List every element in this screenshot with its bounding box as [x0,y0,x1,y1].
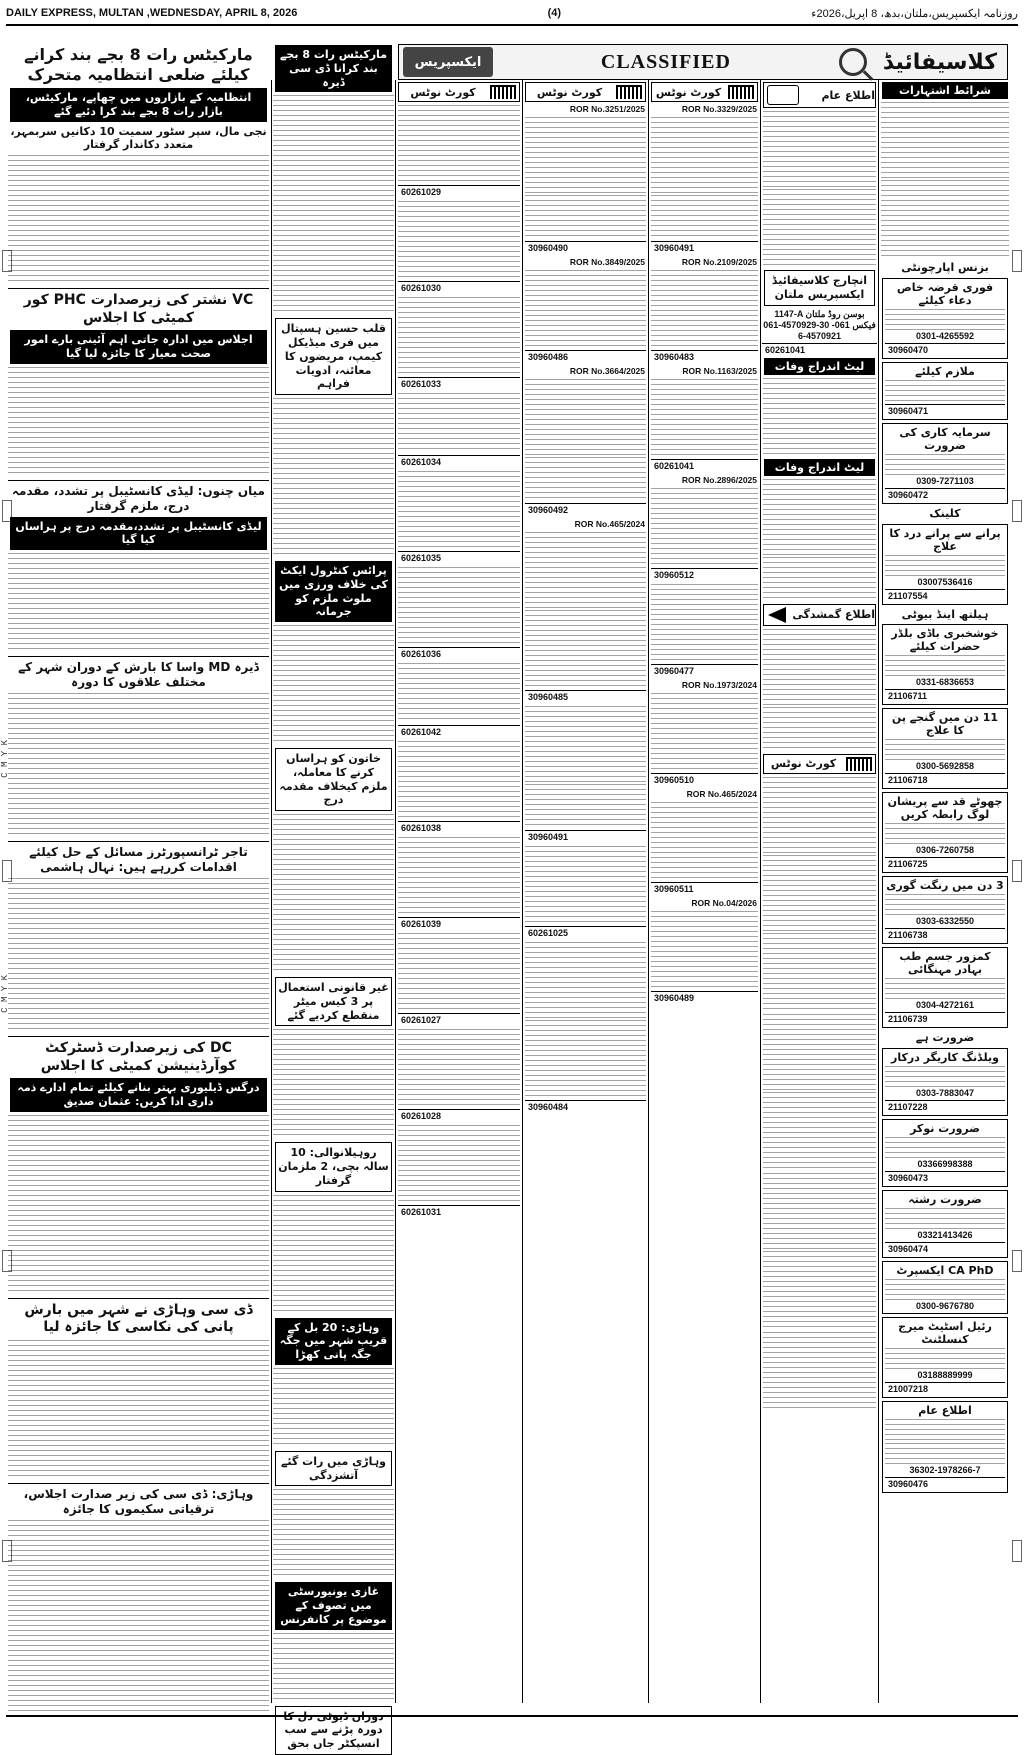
registration-mark [1012,1540,1022,1562]
ad-box: اطلاع عام 36302-1978266-7 30960476 [882,1401,1008,1493]
headline: خاتون کو ہراساں کرنے کا معاملہ، ملزم کیخلاف مقدمہ درج [275,748,392,811]
section-header: ہیلتھ اینڈ بیوٹی [901,607,989,621]
section-header: کورٹ نوٹس [525,82,646,102]
ad-box: چھوٹے قد سے پریشان لوگ رابطہ کریں 0306-7260758 21106725 [882,792,1008,873]
headline: VC نشتر کی زیرصدارت PHC کور کمیٹی کا اجلاس [23,292,254,326]
subheadline: نجی مال، سپر سٹور سمیت 10 دکانیں سربمہر، متعدد دکاندار گرفتار [10,124,267,152]
headline: غازی یونیورسٹی میں تصوف کے موضوع پر کانفرنس [275,1582,392,1629]
section-header: اطلاع عام [763,82,876,108]
headline: تاجر ٹرانسپورٹرز مسائل کے حل کیلئے اقدامات کررہے ہیں: نہال ہاشمی [29,845,248,874]
classified-column-ads [880,80,1010,1703]
section-header: لیٹ اندراج وفات [764,459,875,476]
ad-box: سرمایہ کاری کی ضرورت 0309-7271103 30960472 [882,423,1008,504]
court-building-icon [616,85,642,99]
headline: وہاڑی: ڈی سی کی زیر صدارت اجلاس، ترقیاتی سکیموں کا جائزہ [23,1486,254,1516]
news-column-2 [273,42,394,1750]
express-logo: ایکسپریس [403,47,493,77]
masthead [6,2,1018,26]
court-notices-column-3: کورٹ نوٹس ROR No.3329/2025 30960491 ROR No.2109/2025 30960483 ROR No.1163/2025 60261041 ROR No.2896/2025 30960512 30960477 ROR No.1973/2024 30960510 ROR No.465/2024 30960511 ROR No.04/2026 30960489 [650,80,759,1703]
headline: میاں چنوں: لیڈی کانسٹیبل پر تشدد، مقدمہ درج، ملزم گرفتار [12,483,265,513]
registration-mark [1012,500,1022,522]
subheadline: لیڈی کانسٹیبل پر تشدد،مقدمہ درج پر ہراساں کیا گیا [10,517,267,551]
megaphone-icon [768,607,786,623]
classified-title-ur: کلاسیفائیڈ [882,49,997,75]
section-header: ضرورت ہے [915,1031,975,1045]
ad-box: کمزور جسم طب بہادر مہنگائی 0304-4272161 21106739 [882,947,1008,1028]
section-header: لیٹ اندراج وفات [764,358,875,375]
headline: ڈیرہ MD واسا کا بارش کے دوران شہر کے مختلف علاقوں کا دورہ [18,660,259,689]
ad-box: 11 دن میں گنجے پن کا علاج 0300-5692858 21106718 [882,708,1008,789]
classified-title-en: CLASSIFIED [600,50,731,73]
headline: وہاڑی: 20 بل کے قریب شہر میں جگہ جگہ پانی کھڑا [275,1318,392,1365]
notice-icon [767,85,799,105]
ad-box: پرانے سے پرانے درد کا علاج 03007536416 21107554 [882,524,1008,605]
headline: DC کی زیرصدارت ڈسٹرکٹ کوآرڈینیشن کمیٹی کا اجلاس [40,1040,237,1074]
masthead-right: روزنامہ ایکسپریس،ملتان،بدھ، 8 اپریل،2026ء [811,7,1018,20]
headline: پرائس کنٹرول ایکٹ کی خلاف ورزی میں ملوث ملزم کو جرمانہ [275,561,392,622]
court-building-icon [846,757,872,771]
ad-box: ویلڈنگ کاریگر درکار 0303-7883047 21107228 [882,1048,1008,1116]
court-notices-column-1: کورٹ نوٹس 60261029 60261030 60261033 60261034 60261035 60261036 60261042 60261038 60261039 60261027 60261028 60261031 [397,80,521,1703]
court-building-icon [490,85,516,99]
ad-box: 3 دن میں رنگت گوری 0303-6332550 21106738 [882,876,1008,944]
magnifier-icon [839,48,867,76]
section-header: کورٹ نوٹس [763,754,876,774]
ad-box: ملازم کیلئے 30960471 [882,362,1008,420]
subheadline: درگس ڈیلیوری بہتر بنانے کیلئے تمام ادارے ذمہ داری ادا کریں: عثمان صدیق [10,1078,267,1112]
page-number: (4) [547,7,562,19]
section-header: کورٹ نوٹس [651,82,758,102]
headline: مارکیٹس رات 8 بجے بند کرانا ڈی سی ڈیرہ [275,45,392,92]
express-contact: انچارج کلاسیفائیڈ ایکسپریس ملتان [764,270,875,306]
ad-box: CA PhD ایکسپرٹ 0300-9676780 [882,1261,1008,1314]
headline: ڈی سی وہاڑی نے شہر میں بارش پانی کی نکاسی کا جائزہ لیا [24,1301,253,1335]
headline: قلب حسین ہسپتال میں فری میڈیکل کیمپ، مریضوں کا معائنہ، ادویات فراہم [275,318,392,395]
registration-mark [1012,860,1022,882]
court-notices-column-2: کورٹ نوٹس ROR No.3251/2025 30960490 ROR No.3849/2025 30960486 ROR No.3664/2025 30960492 ROR No.465/2024 30960485 30960491 60261025 30960484 [524,80,647,1703]
section-header: کلینک [929,506,961,520]
court-building-icon [728,85,754,99]
color-bar: C M Y K [0,740,10,778]
headline: غیر قانونی استعمال پر 3 کیس میٹر منقطع کردیے گئے [275,977,392,1026]
classified-column-notices: اطلاع عام انچارج کلاسیفائیڈ ایکسپریس ملتان 1147-A بوسن روڈ ملتان 061-4570929-30 فیکس 061-4570921-6 60261041 لیٹ اندراج وفات لیٹ اندراج وفات اطلاع گمشدگی کورٹ نوٹس [762,80,877,1703]
section-header: بزنس اپارچونٹی [901,261,989,274]
subheadline: اجلاس میں ادارہ جاتی اہم آئینی بارے امور صحت معیار کا جائزہ لیا گیا [10,330,267,364]
section-header: کورٹ نوٹس [398,82,520,102]
ad-box: خوشخبری باڈی بلڈر حضرات کیلئے 0331-6836653 21106711 [882,624,1008,705]
registration-mark [1012,1250,1022,1272]
ad-box: فوری قرضہ خاص دعاء کیلئے 0301-4265592 30960470 [882,278,1008,359]
ad-box: ضرورت نوکر 03366998388 30960473 [882,1119,1008,1187]
classified-banner [398,44,1008,80]
section-header: اطلاع گمشدگی [763,604,876,626]
news-column-1 [8,42,269,1703]
color-bar: C M Y K [0,975,10,1013]
registration-mark [1012,250,1022,272]
masthead-left: DAILY EXPRESS, MULTAN ,WEDNESDAY, APRIL 8, 2026 [6,7,298,19]
ad-box: رئیل اسٹیٹ میرج کنسلٹنٹ 03188889999 21007218 [882,1317,1008,1398]
subheadline: انتظامیہ کے بازاروں میں چھاپے، مارکیٹس، بازار رات 8 بجے بند کرا دئیے گئے [10,88,267,122]
headline: مارکیٹس رات 8 بجے بند کرانے کیلئے ضلعی انتظامیہ متحرک [24,45,253,84]
headline: روہیلانوالی: 10 سالہ بچی، 2 ملزمان گرفتار [275,1142,392,1191]
section-header: شرائط اشتہارات [882,82,1008,99]
ad-box: ضرورت رشتہ 03321413426 30960474 [882,1190,1008,1258]
headline: دورہ پڑنے سے سب انسپکٹر جاں بحق [275,1706,392,1755]
headline: وہاڑی میں رات گئے آتشزدگی [275,1451,392,1487]
